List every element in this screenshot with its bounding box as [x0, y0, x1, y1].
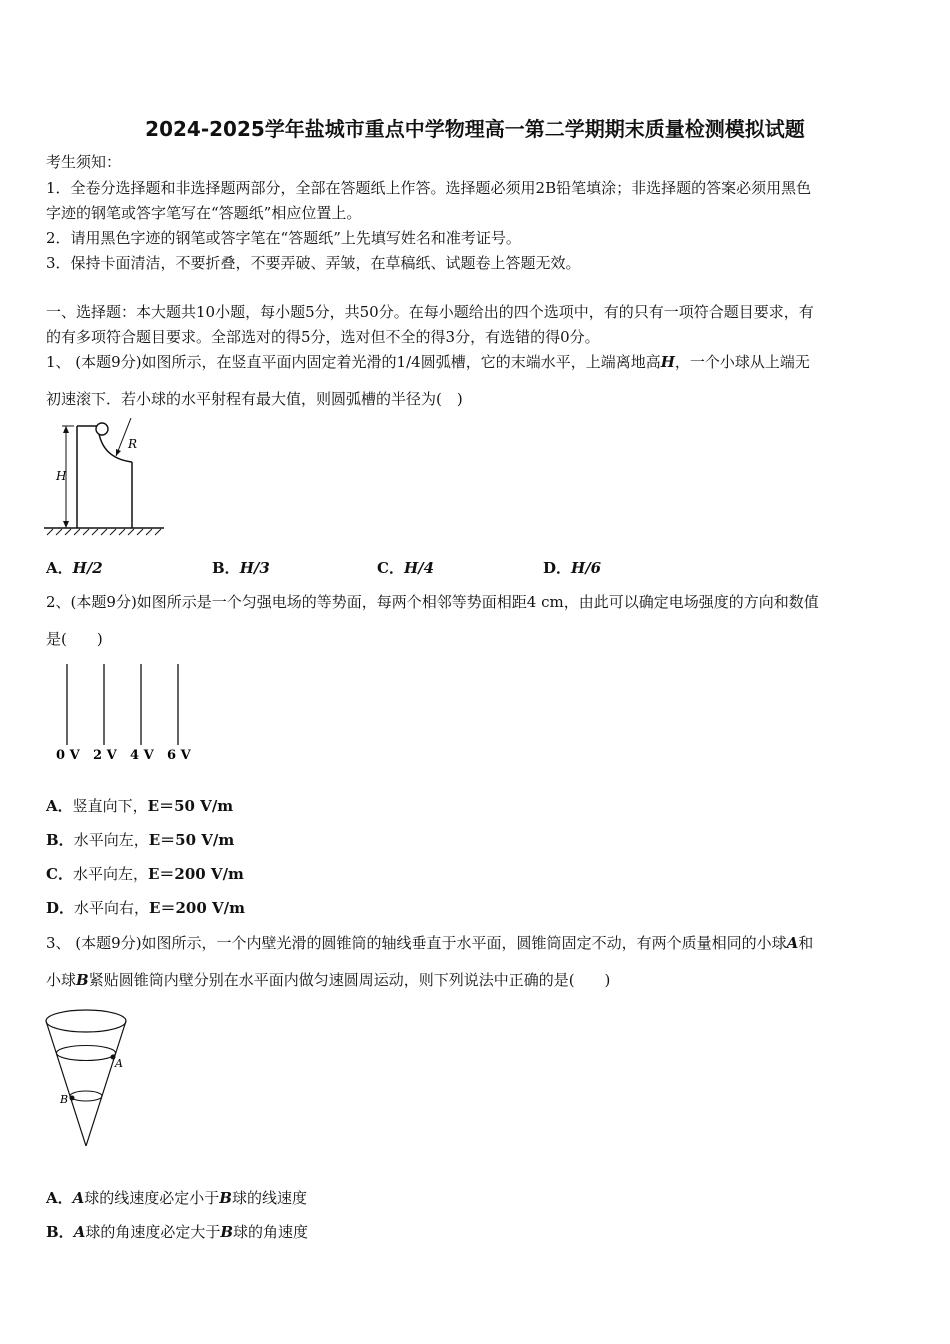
q2-option-a[interactable]: A．竖直向下，E＝50 V/m — [46, 797, 234, 815]
radius-label: R — [128, 437, 138, 451]
potential-label: 2 V — [93, 748, 117, 763]
q2-option-c[interactable]: C．水平向左，E＝200 V/m — [46, 865, 244, 883]
question-2-text: 2、(本题9分)如图所示是一个匀强电场的等势面，每两个相邻等势面相距4 cm，由此可以确定电场强度的方向和数值 — [46, 593, 819, 611]
q3-option-a[interactable]: A．A球的线速度必定小于B球的线速度 — [46, 1189, 307, 1207]
notice-item: 3．保持卡面清洁，不要折叠，不要弄破、弄皱，在草稿纸、试题卷上答题无效。 — [46, 254, 581, 272]
notice-item: 2．请用黑色字迹的钢笔或答字笔在“答题纸”上先填写姓名和准考证号。 — [46, 229, 521, 247]
equipotential-figure — [50, 660, 200, 768]
height-label: H — [56, 469, 67, 483]
notice-item: 字迹的钢笔或答字笔写在“答题纸”相应位置上。 — [46, 204, 362, 222]
q1-option-d[interactable]: D．H/6 — [543, 559, 602, 577]
question-1-text: 1、 (本题9分)如图所示，在竖直平面内固定着光滑的1/4圆弧槽，它的末端水平，上端离地高H，一个小球从上端无 — [46, 353, 810, 371]
q2-option-b[interactable]: B．水平向左，E＝50 V/m — [46, 831, 235, 849]
ball-a-label: A — [115, 1057, 123, 1070]
section-instructions: 的有多项符合题目要求。全部选对的得5分，选对但不全的得3分，有选错的得0分。 — [46, 328, 600, 346]
notice-heading: 考生须知： — [46, 153, 122, 171]
q2-option-d[interactable]: D．水平向右，E＝200 V/m — [46, 899, 245, 917]
q1-option-a[interactable]: A．H/2 — [46, 559, 103, 577]
question-2-text: 是( ) — [46, 630, 103, 648]
potential-label: 0 V — [56, 748, 80, 763]
ball-b-label: B — [60, 1093, 69, 1106]
page-title: 2024-2025学年盐城市重点中学物理高一第二学期期末质量检测模拟试题 — [145, 117, 805, 141]
cone-figure — [44, 1003, 134, 1153]
section-instructions: 一、选择题：本大题共10小题，每小题5分，共50分。在每小题给出的四个选项中，有的只有一项符合题目要求，有 — [46, 303, 814, 321]
question-3-text: 小球B紧贴圆锥筒内壁分别在水平面内做匀速圆周运动，则下列说法中正确的是( ) — [46, 971, 611, 989]
question-1-text: 初速滚下．若小球的水平射程有最大值，则圆弧槽的半径为( ) — [46, 390, 463, 408]
q3-option-b[interactable]: B．A球的角速度必定大于B球的角速度 — [46, 1223, 309, 1241]
notice-item: 1．全卷分选择题和非选择题两部分，全部在答题纸上作答。选择题必须用2B铅笔填涂；非选择题的答案必须用黑色 — [46, 179, 812, 197]
potential-label: 4 V — [130, 748, 154, 763]
arc-track-figure — [44, 418, 169, 540]
potential-label: 6 V — [167, 748, 191, 763]
q1-option-b[interactable]: B．H/3 — [212, 559, 270, 577]
question-3-text: 3、 (本题9分)如图所示，一个内壁光滑的圆锥筒的轴线垂直于水平面，圆锥筒固定不动，有两个质量相同的小球A和 — [46, 934, 814, 952]
q1-option-c[interactable]: C．H/4 — [377, 559, 435, 577]
